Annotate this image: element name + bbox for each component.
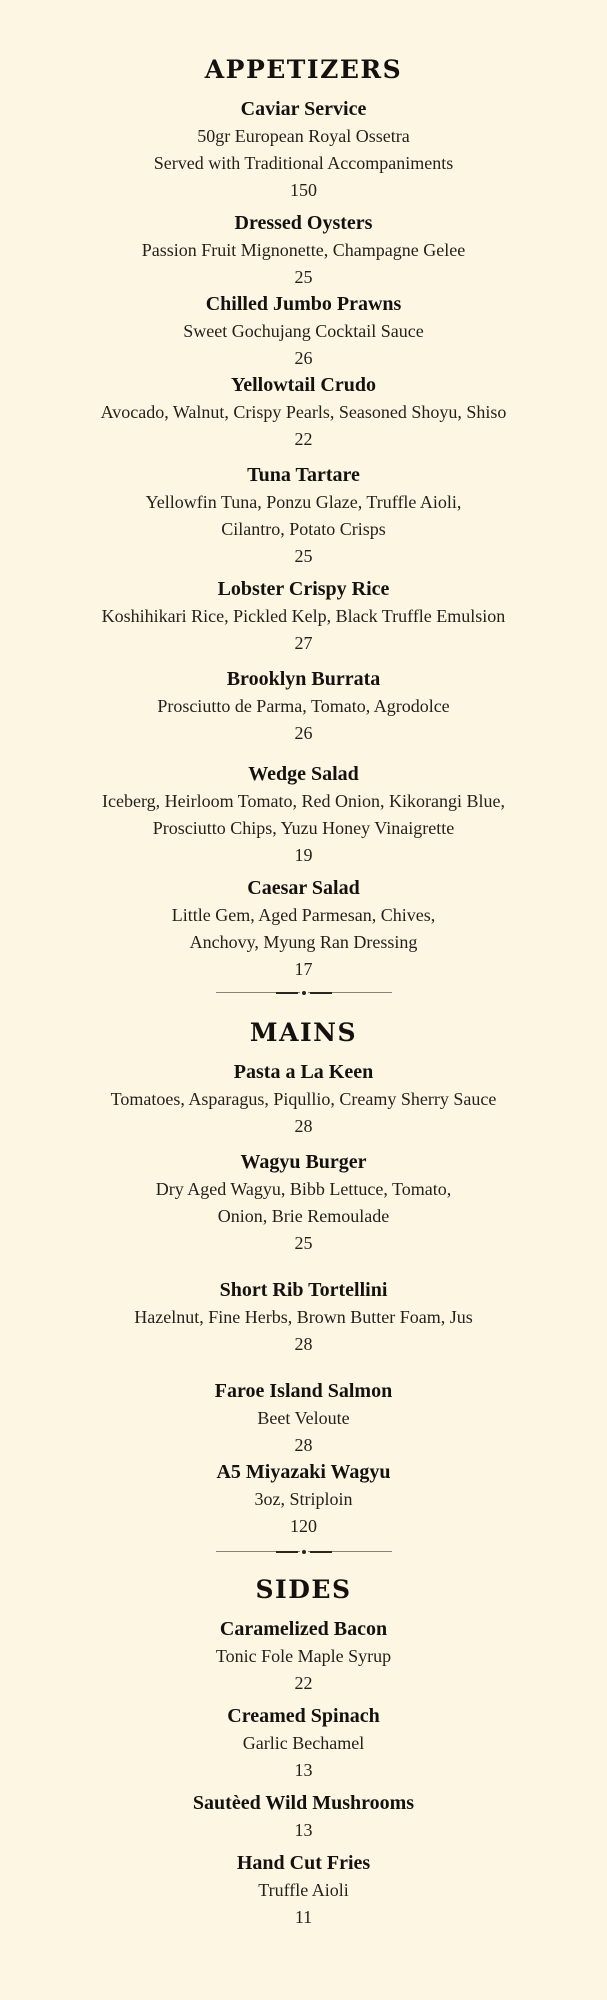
item-description-line: 50gr European Royal Ossetra xyxy=(197,126,410,146)
item-description-line: Dry Aged Wagyu, Bibb Lettuce, Tomato, xyxy=(155,1179,452,1199)
item-description-line: Served with Traditional Accompaniments xyxy=(153,153,454,173)
item-name: Tuna Tartare xyxy=(247,464,360,486)
item-description-line: Beet Veloute xyxy=(257,1408,350,1428)
item-description xyxy=(0,603,607,630)
menu-item-wagyu-burger xyxy=(0,1149,607,1257)
item-description-line: Anchovy, Myung Ran Dressing xyxy=(189,932,418,952)
section-title: SIDES xyxy=(255,1575,352,1604)
item-name: Creamed Spinach xyxy=(227,1705,380,1727)
item-name: Short Rib Tortellini xyxy=(219,1279,388,1301)
item-price: 25 xyxy=(294,1233,313,1253)
item-price: 28 xyxy=(294,1116,313,1136)
item-description xyxy=(0,902,607,956)
item-description xyxy=(0,123,607,177)
item-name: Sautèed Wild Mushrooms xyxy=(192,1792,415,1814)
item-description xyxy=(0,1486,607,1513)
item-description-line: Prosciutto de Parma, Tomato, Agrodolce xyxy=(157,696,450,716)
item-description xyxy=(0,489,607,543)
item-description xyxy=(0,1877,607,1904)
menu-item-pasta-a-la-keen xyxy=(0,1059,607,1140)
menu-item-brooklyn-burrata xyxy=(0,666,607,747)
item-price: 26 xyxy=(294,723,313,743)
item-price: 19 xyxy=(294,845,313,865)
item-description-line: Passion Fruit Mignonette, Champagne Gelee xyxy=(141,240,466,260)
menu-item-caesar-salad xyxy=(0,875,607,983)
menu-item-caviar-service xyxy=(0,96,607,204)
item-description-line: Onion, Brie Remoulade xyxy=(217,1206,390,1226)
menu-item-wedge-salad xyxy=(0,761,607,869)
item-name: Caesar Salad xyxy=(247,877,360,899)
item-description-line: Tomatoes, Asparagus, Piqullio, Creamy Sherry Sauce xyxy=(110,1089,497,1109)
item-description xyxy=(0,1405,607,1432)
item-description xyxy=(0,318,607,345)
item-price: 17 xyxy=(294,959,313,979)
item-description xyxy=(0,788,607,842)
item-price: 120 xyxy=(290,1516,317,1536)
section-sides xyxy=(0,1570,607,1931)
item-name: Dressed Oysters xyxy=(234,212,373,234)
item-description-line: Koshihikari Rice, Pickled Kelp, Black Truffle Emulsion xyxy=(101,606,506,626)
menu-item-caramelized-bacon xyxy=(0,1616,607,1697)
menu-item-chilled-jumbo-prawns xyxy=(0,291,607,372)
item-description-line: Tonic Fole Maple Syrup xyxy=(215,1646,392,1666)
item-description xyxy=(0,399,607,426)
item-price: 28 xyxy=(294,1334,313,1354)
item-description-line: Little Gem, Aged Parmesan, Chives, xyxy=(171,905,436,925)
item-description xyxy=(0,237,607,264)
item-name: Caviar Service xyxy=(240,98,367,120)
item-description-line: Iceberg, Heirloom Tomato, Red Onion, Kikorangi Blue, xyxy=(102,791,505,811)
item-name: Yellowtail Crudo xyxy=(231,374,376,396)
menu-item-a5-miyazaki-wagyu xyxy=(0,1459,607,1540)
item-price: 11 xyxy=(294,1907,313,1927)
item-name: Caramelized Bacon xyxy=(219,1618,388,1640)
item-description-line: Hazelnut, Fine Herbs, Brown Butter Foam, Jus xyxy=(134,1307,473,1327)
menu-item-faroe-island-salmon xyxy=(0,1378,607,1459)
item-name: Wedge Salad xyxy=(248,763,359,785)
item-price: 27 xyxy=(294,633,313,653)
item-price: 13 xyxy=(294,1820,313,1840)
item-description xyxy=(0,1730,607,1757)
menu-item-creamed-spinach xyxy=(0,1703,607,1784)
menu-item-dressed-oysters xyxy=(0,210,607,291)
menu-item-yellowtail-crudo xyxy=(0,372,607,453)
item-price: 22 xyxy=(294,1673,313,1693)
item-name: Chilled Jumbo Prawns xyxy=(205,293,402,315)
item-price: 150 xyxy=(290,180,317,200)
ornamental-divider-icon xyxy=(216,1546,392,1558)
item-name: Pasta a La Keen xyxy=(233,1061,374,1083)
section-appetizers xyxy=(0,50,607,999)
item-name: Hand Cut Fries xyxy=(236,1852,371,1874)
section-mains xyxy=(0,1013,607,1558)
item-description-line: Truffle Aioli xyxy=(258,1880,349,1900)
item-description xyxy=(0,1086,607,1113)
item-description xyxy=(0,1643,607,1670)
item-description-line: Cilantro, Potato Crisps xyxy=(221,519,386,539)
item-price: 22 xyxy=(294,429,313,449)
item-name: Brooklyn Burrata xyxy=(226,668,381,690)
item-description-line: Sweet Gochujang Cocktail Sauce xyxy=(183,321,424,341)
section-title: MAINS xyxy=(249,1018,358,1047)
item-price: 26 xyxy=(294,348,313,368)
item-description-line: Prosciutto Chips, Yuzu Honey Vinaigrette xyxy=(152,818,455,838)
menu-item-short-rib-tortellini xyxy=(0,1277,607,1358)
item-description-line: 3oz, Striploin xyxy=(254,1489,353,1509)
section-title: APPETIZERS xyxy=(204,55,403,84)
item-description xyxy=(0,1176,607,1230)
item-description xyxy=(0,1304,607,1331)
item-name: Wagyu Burger xyxy=(240,1151,367,1173)
menu-item-tuna-tartare xyxy=(0,462,607,570)
menu-item-sauteed-wild-mushrooms xyxy=(0,1790,607,1844)
item-name: Faroe Island Salmon xyxy=(214,1380,393,1402)
menu-item-hand-cut-fries xyxy=(0,1850,607,1931)
item-description-line: Yellowfin Tuna, Ponzu Glaze, Truffle Aioli, xyxy=(145,492,462,512)
menu-item-lobster-crispy-rice xyxy=(0,576,607,657)
item-description-line: Avocado, Walnut, Crispy Pearls, Seasoned Shoyu, Shiso xyxy=(100,402,507,422)
ornamental-divider-icon xyxy=(216,987,392,999)
item-name: A5 Miyazaki Wagyu xyxy=(216,1461,391,1483)
item-name: Lobster Crispy Rice xyxy=(217,578,390,600)
item-price: 25 xyxy=(294,546,313,566)
item-price: 13 xyxy=(294,1760,313,1780)
item-price: 28 xyxy=(294,1435,313,1455)
item-description-line: Garlic Bechamel xyxy=(242,1733,365,1753)
item-price: 25 xyxy=(294,267,313,287)
item-description xyxy=(0,693,607,720)
